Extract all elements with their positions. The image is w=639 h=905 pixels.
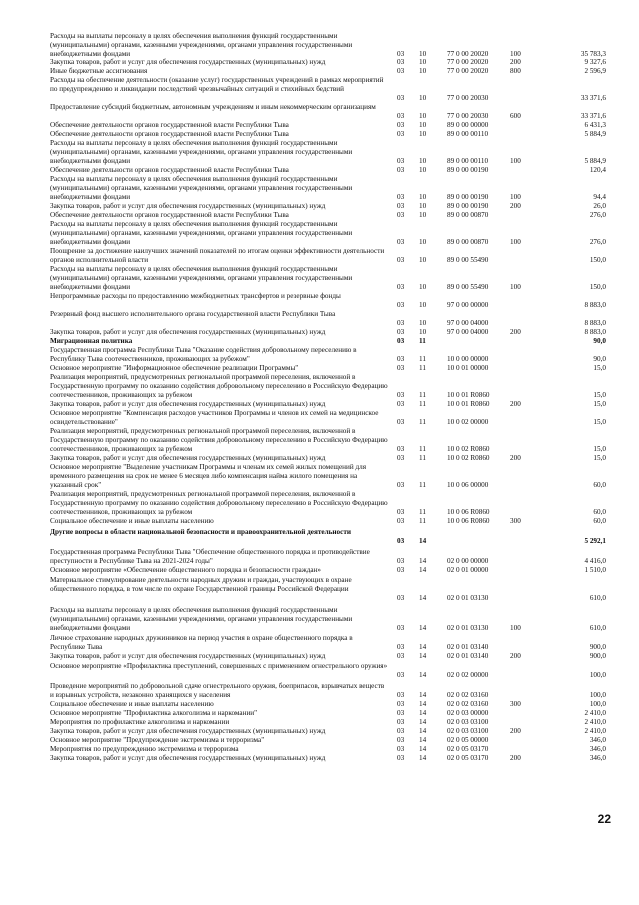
row-target-article: 77 0 00 20030 bbox=[447, 93, 489, 102]
row-name: Основное мероприятие "Информационное обеспечение реализации Программы" bbox=[50, 364, 299, 372]
row-name: Социальное обеспечение и иные выплаты населению bbox=[50, 700, 214, 708]
row-target-article: 02 0 01 03140 bbox=[447, 652, 489, 660]
table-row bbox=[0, 373, 639, 399]
row-target-article: 77 0 00 20030 bbox=[447, 111, 489, 120]
row-name: Закупка товаров, работ и услуг для обеспечения государственных (муниципальных) нужд bbox=[50, 400, 326, 408]
row-sum: 120,4 bbox=[589, 166, 606, 174]
row-razdel: 03 bbox=[397, 111, 405, 120]
row-podrazdel: 10 bbox=[419, 318, 427, 327]
row-razdel: 03 bbox=[397, 736, 405, 744]
row-name: Личное страхование народных дружинников на период участия в охране общественного порядка в Республике Тыва bbox=[50, 634, 353, 651]
row-target-article: 02 0 03 03100 bbox=[447, 718, 489, 726]
table-row bbox=[0, 247, 639, 265]
row-sum: 150,0 bbox=[589, 255, 606, 264]
row-name: Расходы на выплаты персоналу в целях обеспечения выполнения функций государственными (муниципальными) органами, казенными учреждениями, органами управления государственными внебюджетными фондами bbox=[50, 139, 353, 165]
row-podrazdel: 14 bbox=[419, 623, 427, 632]
row-razdel: 03 bbox=[397, 652, 405, 660]
row-expense-type: 200 bbox=[510, 202, 521, 210]
row-sum: 610,0 bbox=[589, 593, 606, 602]
row-podrazdel: 14 bbox=[419, 745, 427, 753]
row-razdel: 03 bbox=[397, 364, 405, 372]
row-sum: 5 884,9 bbox=[584, 156, 606, 165]
row-sum: 100,0 bbox=[589, 700, 606, 708]
row-target-article: 10 0 01 R0860 bbox=[447, 390, 490, 399]
table-row bbox=[0, 718, 639, 727]
row-sum: 2 410,0 bbox=[584, 718, 606, 726]
row-target-article: 02 0 02 03160 bbox=[447, 690, 489, 699]
row-name: Закупка товаров, работ и услуг для обеспечения государственных (муниципальных) нужд bbox=[50, 328, 326, 336]
row-expense-type: 200 bbox=[510, 58, 521, 66]
table-row bbox=[0, 548, 639, 566]
row-expense-type: 200 bbox=[510, 754, 521, 762]
row-target-article: 89 0 00 55490 bbox=[447, 282, 489, 291]
row-target-article: 02 0 00 00000 bbox=[447, 556, 489, 565]
table-row bbox=[0, 517, 639, 526]
row-target-article: 89 0 00 00000 bbox=[447, 121, 489, 129]
table-row bbox=[0, 139, 639, 165]
row-razdel: 03 bbox=[397, 354, 405, 363]
row-razdel: 03 bbox=[397, 400, 405, 408]
row-podrazdel: 11 bbox=[419, 364, 426, 372]
row-razdel: 03 bbox=[397, 282, 405, 291]
row-podrazdel: 10 bbox=[419, 111, 427, 120]
row-razdel: 03 bbox=[397, 754, 405, 762]
row-razdel: 03 bbox=[397, 718, 405, 726]
row-target-article: 97 0 00 00000 bbox=[447, 300, 489, 309]
table-row bbox=[0, 463, 639, 489]
row-target-article: 10 0 00 00000 bbox=[447, 354, 489, 363]
table-row bbox=[0, 328, 639, 337]
row-podrazdel: 14 bbox=[419, 593, 427, 602]
row-podrazdel: 11 bbox=[419, 444, 426, 453]
row-sum: 35 783,3 bbox=[580, 49, 606, 58]
row-expense-type: 200 bbox=[510, 328, 521, 336]
row-podrazdel: 10 bbox=[419, 121, 427, 129]
row-target-article: 02 0 01 03140 bbox=[447, 642, 489, 651]
row-target-article: 02 0 01 00000 bbox=[447, 566, 489, 574]
table-row bbox=[0, 427, 639, 453]
row-razdel: 03 bbox=[397, 58, 405, 66]
row-sum: 33 371,6 bbox=[580, 93, 606, 102]
row-razdel: 03 bbox=[397, 642, 405, 651]
table-row bbox=[0, 103, 639, 121]
row-podrazdel: 14 bbox=[419, 536, 427, 545]
row-sum: 9 327,6 bbox=[584, 58, 606, 66]
row-podrazdel: 10 bbox=[419, 202, 427, 210]
row-target-article: 77 0 00 20020 bbox=[447, 67, 489, 75]
row-target-article: 89 0 00 00190 bbox=[447, 166, 489, 174]
row-razdel: 03 bbox=[397, 130, 405, 138]
row-podrazdel: 11 bbox=[419, 417, 426, 426]
row-razdel: 03 bbox=[397, 709, 405, 717]
row-expense-type: 100 bbox=[510, 623, 521, 632]
row-sum: 5 884,9 bbox=[584, 130, 606, 138]
row-podrazdel: 14 bbox=[419, 718, 427, 726]
table-row bbox=[0, 121, 639, 130]
row-razdel: 03 bbox=[397, 328, 405, 336]
table-row bbox=[0, 662, 639, 680]
row-razdel: 03 bbox=[397, 93, 405, 102]
row-sum: 150,0 bbox=[589, 282, 606, 291]
row-podrazdel: 11 bbox=[419, 480, 426, 489]
row-name: Миграционная политика bbox=[50, 337, 133, 345]
row-razdel: 03 bbox=[397, 49, 405, 58]
row-sum: 2 410,0 bbox=[584, 709, 606, 717]
row-target-article: 02 0 05 03170 bbox=[447, 754, 489, 762]
row-name: Социальное обеспечение и иные выплаты населению bbox=[50, 517, 214, 525]
row-expense-type: 100 bbox=[510, 49, 521, 58]
row-podrazdel: 10 bbox=[419, 211, 427, 219]
row-target-article: 10 0 06 R0860 bbox=[447, 517, 490, 525]
row-name: Закупка товаров, работ и услуг для обеспечения государственных (муниципальных) нужд bbox=[50, 58, 326, 66]
row-sum: 90,0 bbox=[593, 354, 606, 363]
row-podrazdel: 10 bbox=[419, 237, 427, 246]
row-expense-type: 600 bbox=[510, 111, 521, 120]
row-razdel: 03 bbox=[397, 318, 405, 327]
row-sum: 2 596,9 bbox=[584, 67, 606, 75]
row-razdel: 03 bbox=[397, 211, 405, 219]
row-sum: 100,0 bbox=[589, 670, 606, 679]
table-row bbox=[0, 364, 639, 373]
row-name: Расходы на выплаты персоналу в целях обеспечения выполнения функций государственными (муниципальными) органами, казенными учреждениями, органами управления государственными внебюджетными фондами bbox=[50, 220, 353, 246]
row-target-article: 89 0 00 00870 bbox=[447, 211, 489, 219]
row-name: Предоставление субсидий бюджетным, автономным учреждениям и иным некоммерческим организациям bbox=[50, 103, 376, 111]
row-target-article: 89 0 00 00190 bbox=[447, 192, 489, 201]
table-row bbox=[0, 310, 639, 328]
row-razdel: 03 bbox=[397, 593, 405, 602]
row-podrazdel: 11 bbox=[419, 454, 426, 462]
row-razdel: 03 bbox=[397, 623, 405, 632]
row-podrazdel: 10 bbox=[419, 282, 427, 291]
row-name: Основное мероприятие «Профилактика преступлений, совершенных с применением огнестрельного оружия» bbox=[50, 662, 388, 670]
row-razdel: 03 bbox=[397, 417, 405, 426]
row-podrazdel: 10 bbox=[419, 67, 427, 75]
row-name: Материальное стимулирование деятельности народных дружин и граждан, участвующих в охране общественного порядка, в том числе по охране Государственной границы Российской Федерации bbox=[50, 576, 352, 593]
row-target-article: 10 0 02 R0860 bbox=[447, 444, 490, 453]
row-sum: 60,0 bbox=[593, 517, 606, 525]
row-name: Основное мероприятие "Предупреждение экстремизма и терроризма" bbox=[50, 736, 265, 744]
row-sum: 276,0 bbox=[589, 211, 606, 219]
row-sum: 276,0 bbox=[589, 237, 606, 246]
row-razdel: 03 bbox=[397, 517, 405, 525]
row-razdel: 03 bbox=[397, 556, 405, 565]
row-podrazdel: 10 bbox=[419, 192, 427, 201]
row-expense-type: 100 bbox=[510, 156, 521, 165]
row-podrazdel: 14 bbox=[419, 727, 427, 735]
row-target-article: 89 0 00 00190 bbox=[447, 202, 489, 210]
row-expense-type: 300 bbox=[510, 700, 521, 708]
row-podrazdel: 14 bbox=[419, 652, 427, 660]
row-name: Реализация мероприятий, предусмотренных региональной программой переселения, включенной в Государственную программу по оказанию содействия добровольному переселению в Российскую Федерацию соотечественников, проживающих за рубежом bbox=[50, 373, 388, 399]
row-razdel: 03 bbox=[397, 700, 405, 708]
table-row bbox=[0, 709, 639, 718]
row-target-article: 10 0 06 00000 bbox=[447, 480, 489, 489]
row-sum: 4 416,0 bbox=[584, 556, 606, 565]
row-expense-type: 100 bbox=[510, 282, 521, 291]
row-razdel: 03 bbox=[397, 507, 405, 516]
row-name: Закупка товаров, работ и услуг для обеспечения государственных (муниципальных) нужд bbox=[50, 652, 326, 660]
row-expense-type: 200 bbox=[510, 400, 521, 408]
row-target-article: 89 0 00 00110 bbox=[447, 130, 489, 138]
row-razdel: 03 bbox=[397, 337, 405, 345]
table-row bbox=[0, 745, 639, 754]
row-razdel: 03 bbox=[397, 454, 405, 462]
row-sum: 15,0 bbox=[593, 390, 606, 399]
row-podrazdel: 11 bbox=[419, 400, 426, 408]
row-razdel: 03 bbox=[397, 237, 405, 246]
row-podrazdel: 11 bbox=[419, 507, 426, 516]
row-target-article: 02 0 03 03100 bbox=[447, 727, 489, 735]
table-row bbox=[0, 490, 639, 516]
row-sum: 26,0 bbox=[593, 202, 606, 210]
table-row bbox=[0, 682, 639, 700]
row-name: Закупка товаров, работ и услуг для обеспечения государственных (муниципальных) нужд bbox=[50, 727, 326, 735]
row-sum: 346,0 bbox=[589, 745, 606, 753]
row-razdel: 03 bbox=[397, 255, 405, 264]
row-name: Расходы на выплаты персоналу в целях обеспечения выполнения функций государственными (муниципальными) органами, казенными учреждениями, органами управления государственными внебюджетными фондами bbox=[50, 606, 353, 632]
row-name: Закупка товаров, работ и услуг для обеспечения государственных (муниципальных) нужд bbox=[50, 202, 326, 210]
table-row bbox=[0, 736, 639, 745]
row-sum: 60,0 bbox=[593, 480, 606, 489]
row-sum: 8 883,0 bbox=[584, 318, 606, 327]
row-razdel: 03 bbox=[397, 202, 405, 210]
row-podrazdel: 14 bbox=[419, 690, 427, 699]
row-razdel: 03 bbox=[397, 390, 405, 399]
row-podrazdel: 10 bbox=[419, 255, 427, 264]
row-expense-type: 100 bbox=[510, 237, 521, 246]
row-name: Другие вопросы в области национальной безопасности и правоохранительной деятельности bbox=[50, 528, 351, 536]
table-row bbox=[0, 400, 639, 409]
row-name: Мероприятия по профилактике алкоголизма и наркомании bbox=[50, 718, 230, 726]
row-podrazdel: 10 bbox=[419, 93, 427, 102]
row-expense-type: 200 bbox=[510, 454, 521, 462]
row-razdel: 03 bbox=[397, 166, 405, 174]
row-expense-type: 200 bbox=[510, 727, 521, 735]
row-razdel: 03 bbox=[397, 480, 405, 489]
row-podrazdel: 14 bbox=[419, 642, 427, 651]
row-target-article: 10 0 02 R0860 bbox=[447, 454, 490, 462]
table-row bbox=[0, 32, 639, 58]
row-name: Расходы на выплаты персоналу в целях обеспечения выполнения функций государственными (муниципальными) органами, казенными учреждениями, органами управления государственными внебюджетными фондами bbox=[50, 175, 353, 201]
row-expense-type: 200 bbox=[510, 652, 521, 660]
table-row bbox=[0, 67, 639, 76]
row-name: Государственная программа Республики Тыва "Обеспечение общественного порядка и противодействие преступности в Республике Тыва на 2021-2024 годы" bbox=[50, 548, 370, 565]
row-sum: 2 410,0 bbox=[584, 727, 606, 735]
row-razdel: 03 bbox=[397, 690, 405, 699]
table-row bbox=[0, 454, 639, 463]
row-target-article: 10 0 06 R0860 bbox=[447, 507, 490, 516]
row-name: Основное мероприятие «Обеспечение общественного порядка и безопасности граждан» bbox=[50, 566, 321, 574]
row-razdel: 03 bbox=[397, 67, 405, 75]
row-razdel: 03 bbox=[397, 670, 405, 679]
table-row bbox=[0, 700, 639, 709]
row-expense-type: 100 bbox=[510, 192, 521, 201]
row-razdel: 03 bbox=[397, 192, 405, 201]
table-row bbox=[0, 166, 639, 175]
row-sum: 346,0 bbox=[589, 754, 606, 762]
row-target-article: 02 0 05 03170 bbox=[447, 745, 489, 753]
table-row bbox=[0, 58, 639, 67]
row-name: Обеспечение деятельности органов государственной власти Республики Тыва bbox=[50, 211, 289, 219]
table-row bbox=[0, 652, 639, 661]
row-target-article: 02 0 03 00000 bbox=[447, 709, 489, 717]
row-razdel: 03 bbox=[397, 536, 405, 545]
row-target-article: 97 0 00 04000 bbox=[447, 318, 489, 327]
row-name: Закупка товаров, работ и услуг для обеспечения государственных (муниципальных) нужд bbox=[50, 754, 326, 762]
row-name: Иные бюджетные ассигнования bbox=[50, 67, 148, 75]
table-row bbox=[0, 754, 639, 763]
row-sum: 33 371,6 bbox=[580, 111, 606, 120]
row-razdel: 03 bbox=[397, 745, 405, 753]
row-podrazdel: 14 bbox=[419, 736, 427, 744]
row-sum: 15,0 bbox=[593, 444, 606, 453]
row-name: Государственная программа Республики Тыва "Оказание содействия добровольному переселению в Республику Тыва соотечественников, проживающих за рубежом" bbox=[50, 346, 357, 363]
row-podrazdel: 14 bbox=[419, 670, 427, 679]
row-name: Мероприятия по предупреждению экстремизма и терроризма bbox=[50, 745, 239, 753]
row-podrazdel: 14 bbox=[419, 566, 427, 574]
row-name: Проведение мероприятий по добровольной сдаче огнестрельного оружия, боеприпасов, взрывчатых веществ и взрывных устройств, незаконно хранящихся у населения bbox=[50, 682, 385, 699]
row-target-article: 10 0 01 00000 bbox=[447, 364, 489, 372]
row-sum: 900,0 bbox=[589, 642, 606, 651]
table-row bbox=[0, 566, 639, 575]
table-row bbox=[0, 634, 639, 652]
row-razdel: 03 bbox=[397, 121, 405, 129]
page-number: 22 bbox=[597, 812, 611, 826]
row-target-article: 89 0 00 00870 bbox=[447, 237, 489, 246]
row-sum: 94,4 bbox=[593, 192, 606, 201]
row-podrazdel: 10 bbox=[419, 130, 427, 138]
row-target-article: 77 0 00 20020 bbox=[447, 58, 489, 66]
table-row bbox=[0, 292, 639, 310]
table-row bbox=[0, 409, 639, 427]
row-name: Обеспечение деятельности органов государственной власти Республики Тыва bbox=[50, 166, 289, 174]
row-name: Обеспечение деятельности органов государственной власти Республики Тыва bbox=[50, 130, 289, 138]
row-name: Расходы на выплаты персоналу в целях обеспечения выполнения функций государственными (муниципальными) органами, казенными учреждениями, органами управления государственными внебюджетными фондами bbox=[50, 32, 353, 58]
row-sum: 610,0 bbox=[589, 623, 606, 632]
row-sum: 15,0 bbox=[593, 364, 606, 372]
row-razdel: 03 bbox=[397, 566, 405, 574]
row-podrazdel: 11 bbox=[419, 337, 426, 345]
row-target-article: 89 0 00 00110 bbox=[447, 156, 489, 165]
row-podrazdel: 10 bbox=[419, 49, 427, 58]
row-expense-type: 800 bbox=[510, 67, 521, 75]
row-name: Резервный фонд высшего исполнительного органа государственной власти Республики Тыва bbox=[50, 310, 336, 318]
table-row bbox=[0, 346, 639, 364]
row-target-article: 02 0 05 00000 bbox=[447, 736, 489, 744]
table-row bbox=[0, 175, 639, 201]
row-name: Основное мероприятие "Компенсация расходов участников Программы и членов их семей на медицинское освидетельствование" bbox=[50, 409, 379, 426]
row-name: Расходы на выплаты персоналу в целях обеспечения выполнения функций государственными (муниципальными) органами, казенными учреждениями, органами управления государственными внебюджетными фондами bbox=[50, 265, 353, 291]
row-podrazdel: 10 bbox=[419, 58, 427, 66]
row-name: Поощрение за достижение наилучших значений показателей по итогам оценки эффективности деятельности органов исполнительной власти bbox=[50, 247, 385, 264]
row-podrazdel: 14 bbox=[419, 700, 427, 708]
row-razdel: 03 bbox=[397, 156, 405, 165]
table-row bbox=[0, 265, 639, 291]
row-target-article: 77 0 00 20020 bbox=[447, 49, 489, 58]
row-sum: 900,0 bbox=[589, 652, 606, 660]
row-sum: 8 883,0 bbox=[584, 328, 606, 336]
table-row bbox=[0, 211, 639, 220]
row-podrazdel: 11 bbox=[419, 517, 426, 525]
table-row bbox=[0, 528, 639, 546]
row-podrazdel: 10 bbox=[419, 300, 427, 309]
row-name: Закупка товаров, работ и услуг для обеспечения государственных (муниципальных) нужд bbox=[50, 454, 326, 462]
row-target-article: 02 0 01 03130 bbox=[447, 623, 489, 632]
row-sum: 15,0 bbox=[593, 400, 606, 408]
row-name: Реализация мероприятий, предусмотренных региональной программой переселения, включенной в Государственную программу по оказанию содействия добровольному переселению в Российскую Федерацию соотечественников, проживающих за рубежом bbox=[50, 427, 388, 453]
row-sum: 8 883,0 bbox=[584, 300, 606, 309]
row-sum: 15,0 bbox=[593, 417, 606, 426]
row-target-article: 02 0 01 03130 bbox=[447, 593, 489, 602]
row-sum: 1 510,0 bbox=[584, 566, 606, 574]
row-name: Основное мероприятие "Профилактика алкоголизма и наркомании" bbox=[50, 709, 258, 717]
row-podrazdel: 10 bbox=[419, 166, 427, 174]
row-name: Непрограммные расходы по предоставлению межбюджетных трансфертов и резервные фонды bbox=[50, 292, 341, 300]
row-podrazdel: 10 bbox=[419, 156, 427, 165]
row-sum: 100,0 bbox=[589, 690, 606, 699]
row-podrazdel: 14 bbox=[419, 754, 427, 762]
row-podrazdel: 11 bbox=[419, 390, 426, 399]
row-sum: 6 431,3 bbox=[584, 121, 606, 129]
table-row bbox=[0, 220, 639, 246]
row-target-article: 02 0 02 03160 bbox=[447, 700, 489, 708]
row-sum: 5 292,1 bbox=[584, 536, 606, 545]
row-razdel: 03 bbox=[397, 444, 405, 453]
row-sum: 60,0 bbox=[593, 507, 606, 516]
row-razdel: 03 bbox=[397, 300, 405, 309]
table-row bbox=[0, 576, 639, 602]
row-razdel: 03 bbox=[397, 727, 405, 735]
row-podrazdel: 14 bbox=[419, 709, 427, 717]
row-expense-type: 300 bbox=[510, 517, 521, 525]
row-name: Реализация мероприятий, предусмотренных региональной программой переселения, включенной в Государственную программу по оказанию содействия добровольному переселению в Российскую Федерацию соотечественников, проживающих за рубежом bbox=[50, 490, 388, 516]
table-row bbox=[0, 76, 639, 102]
row-target-article: 89 0 00 55490 bbox=[447, 255, 489, 264]
table-row bbox=[0, 727, 639, 736]
row-sum: 346,0 bbox=[589, 736, 606, 744]
row-name: Основное мероприятие "Выделение участникам Программы и членам их семей жилых помещений для временного размещения на срок не менее 6 месяцев либо компенсация найма жилого помещения на указанный срок" bbox=[50, 463, 367, 489]
row-podrazdel: 11 bbox=[419, 354, 426, 363]
row-podrazdel: 10 bbox=[419, 328, 427, 336]
table-row bbox=[0, 337, 639, 346]
row-name: Расходы на обеспечение деятельности (оказание услуг) государственных учреждений в рамках мероприятий по предупреждению и ликвидации последствий чрезвычайных ситуаций и стихийных бедствий bbox=[50, 76, 384, 93]
row-sum: 15,0 bbox=[593, 454, 606, 462]
row-target-article: 10 0 01 R0860 bbox=[447, 400, 490, 408]
row-podrazdel: 14 bbox=[419, 556, 427, 565]
table-row bbox=[0, 130, 639, 139]
row-name: Обеспечение деятельности органов государственной власти Республики Тыва bbox=[50, 121, 289, 129]
table-row bbox=[0, 606, 639, 632]
row-sum: 90,0 bbox=[593, 337, 606, 345]
row-target-article: 97 0 00 04000 bbox=[447, 328, 489, 336]
table-row bbox=[0, 202, 639, 211]
row-target-article: 10 0 02 00000 bbox=[447, 417, 489, 426]
row-target-article: 02 0 02 00000 bbox=[447, 670, 489, 679]
